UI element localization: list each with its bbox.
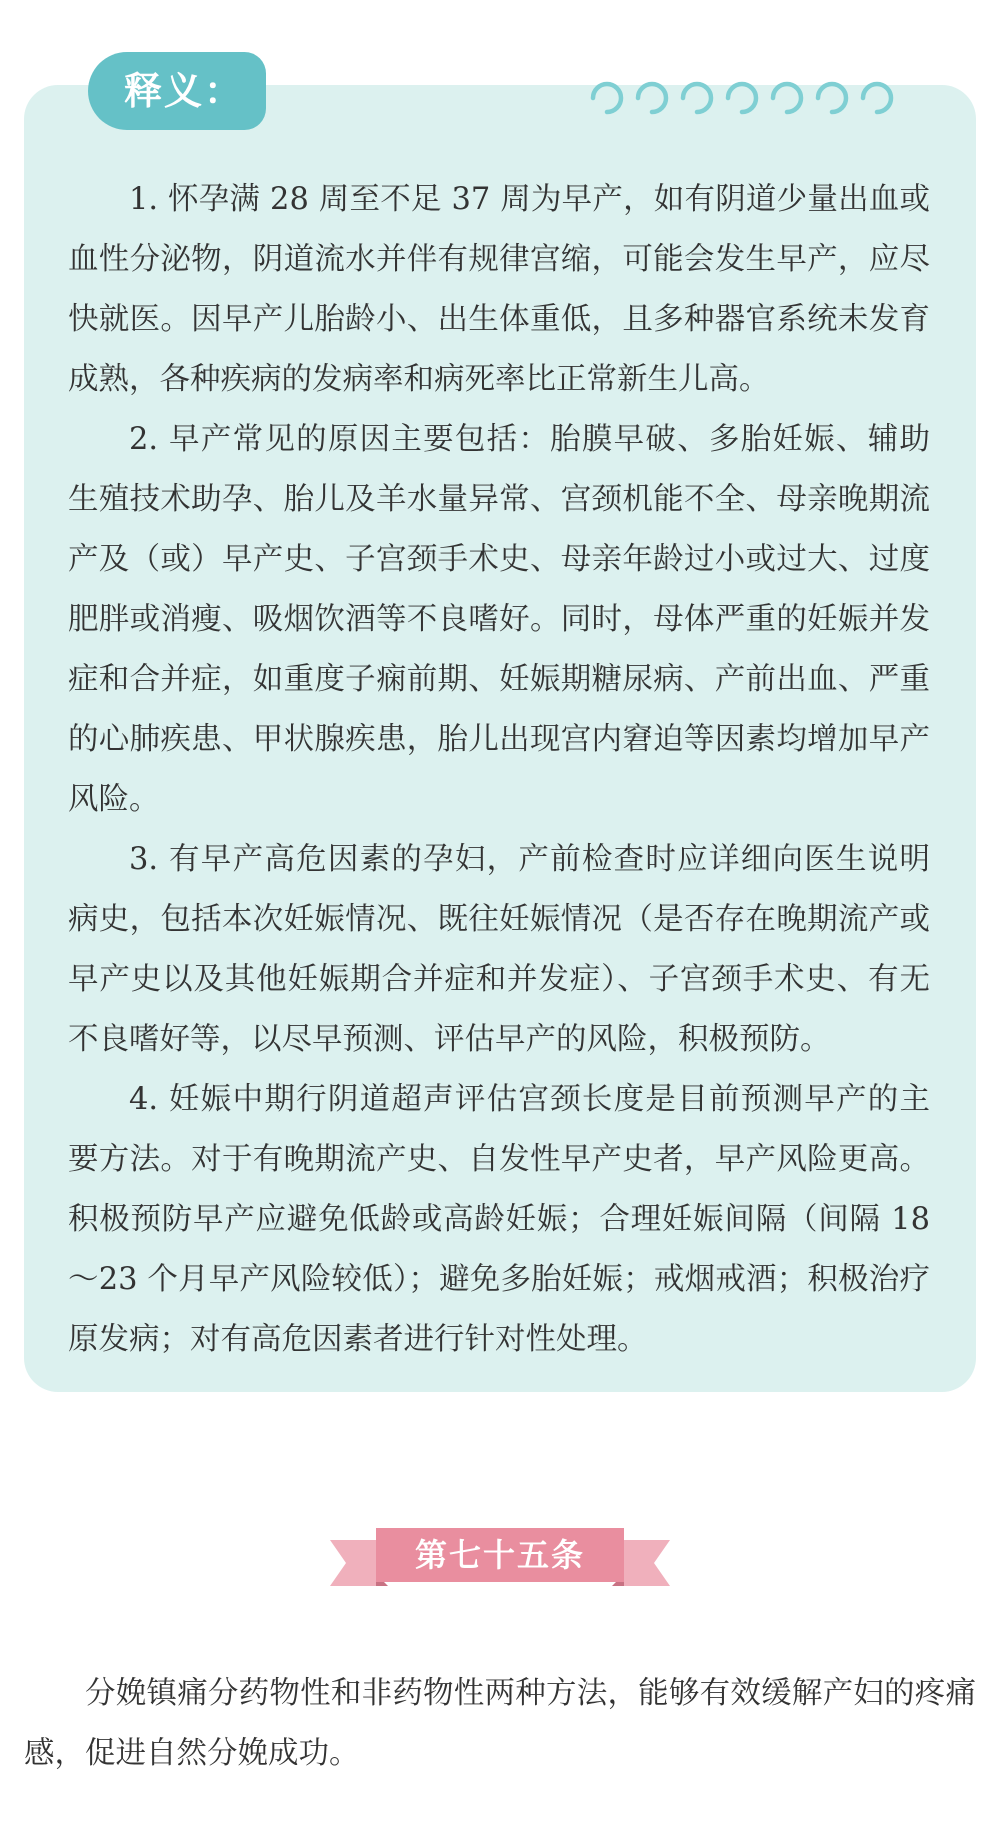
paragraph-3: 3. 有早产高危因素的孕妇，产前检查时应详细向医生说明病史，包括本次妊娠情况、既往妊娠情况（是否存在晚期流产或早产史以及其他妊娠期合并症和并发症）、子宫颈手术史、有无不良嗜好等，以尽早预测、评估早产的风险，积极预防。 (68, 842, 930, 1057)
paragraph-4: 4. 妊娠中期行阴道超声评估宫颈长度是目前预测早产的主要方法。对于有晚期流产史、自发性早产史者，早产风险更高。积极预防早产应避免低龄或高龄妊娠；合理妊娠间隔（间隔 18～23 个月早产风险较低）；避免多胎妊娠；戒烟戒酒；积极治疗原发病；对有高危因素者进行针对性处理。 (68, 1082, 930, 1357)
section-title: 第七十五条 (414, 1536, 585, 1574)
paragraph-1: 1. 怀孕满 28 周至不足 37 周为早产，如有阴道少量出血或血性分泌物，阴道流水并伴有规律宫缩，可能会发生早产，应尽快就医。因早产儿胎龄小、出生体重低，且多种器官系统未发育成熟，各种疾病的发病率和病死率比正常新生儿高。 (68, 182, 930, 397)
paragraph-2: 2. 早产常见的原因主要包括：胎膜早破、多胎妊娠、辅助生殖技术助孕、胎儿及羊水量异常、宫颈机能不全、母亲晚期流产及（或）早产史、子宫颈手术史、母亲年龄过小或过大、过度肥胖或消瘦、吸烟饮酒等不良嗜好。同时，母体严重的妊娠并发症和合并症，如重度子痫前期、妊娠期糖尿病、产前出血、严重的心肺疾患、甲状腺疾患，胎儿出现宫内窘迫等因素均增加早产风险。 (68, 422, 930, 817)
swirl-decoration-icon (585, 68, 915, 118)
section-body: 分娩镇痛分药物性和非药物性两种方法，能够有效缓解产妇的疼痛感，促进自然分娩成功。 (24, 1676, 976, 1771)
card-heading: 释义： (124, 69, 245, 113)
